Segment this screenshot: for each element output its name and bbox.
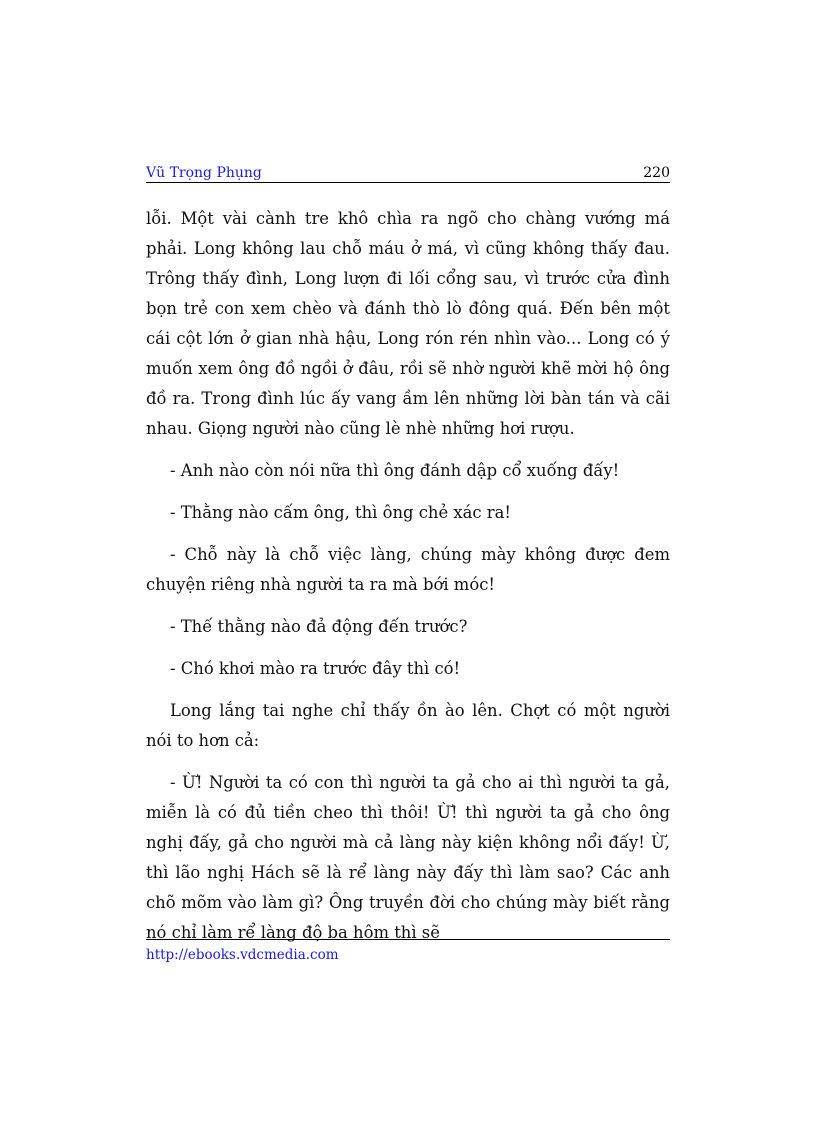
dialogue-line: - Chỗ này là chỗ việc làng, chúng mày không được đem chuyện riêng nhà người ta ra mà bới móc! [146, 545, 670, 594]
author-name: Vũ Trọng Phụng [146, 165, 262, 181]
body-text [146, 204, 670, 948]
footer-divider [146, 939, 670, 940]
page-number: 220 [643, 165, 670, 181]
dialogue-line: - Chó khơi mào ra trước đây thì có! [170, 659, 461, 678]
paragraph: Long lắng tai nghe chỉ thấy ồn ào lên. Chợt có một người nói to hơn cả: [146, 701, 670, 750]
running-header [146, 164, 670, 183]
dialogue-line: - Ừ! Người ta có con thì người ta gả cho ai thì người ta gả, miễn là có đủ tiền cheo thì thôi! Ừ! thì người ta gả cho ông nghị đấy, gả cho người mà cả làng này kiện không nổi đấy! Ừ, thì lão nghị Hách sẽ là rể làng này đấy thì làm sao? Các anh chõ mõm vào làm gì? Ông truyền đời cho chúng mày biết rằng nó chỉ làm rể làng độ ba hôm thì sẽ [146, 773, 670, 942]
dialogue-line: - Anh nào còn nói nữa thì ông đánh dập cổ xuống đấy! [170, 461, 620, 480]
book-page [146, 0, 670, 1123]
footer-url-link[interactable]: http://ebooks.vdcmedia.com [146, 947, 339, 963]
paragraph: lỗi. Một vài cành tre khô chìa ra ngõ cho chàng vướng má phải. Long không lau chỗ máu ở má, vì cũng không thấy đau. Trông thấy đình, Long lượn đi lối cổng sau, vì trước cửa đình bọn trẻ con xem chèo và đánh thò lò đông quá. Đến bên một cái cột lớn ở gian nhà hậu, Long rón rén nhìn vào... Long có ý muốn xem ông đồ ngồi ở đâu, rồi sẽ nhờ người khẽ mời hộ ông đồ ra. Trong đình lúc ấy vang ầm lên những lời bàn tán và cãi nhau. Giọng người nào cũng lè nhè những hơi rượu. [146, 209, 670, 438]
dialogue-line: - Thằng nào cấm ông, thì ông chẻ xác ra! [170, 503, 511, 522]
dialogue-line: - Thế thằng nào đả động đến trước? [170, 617, 468, 636]
